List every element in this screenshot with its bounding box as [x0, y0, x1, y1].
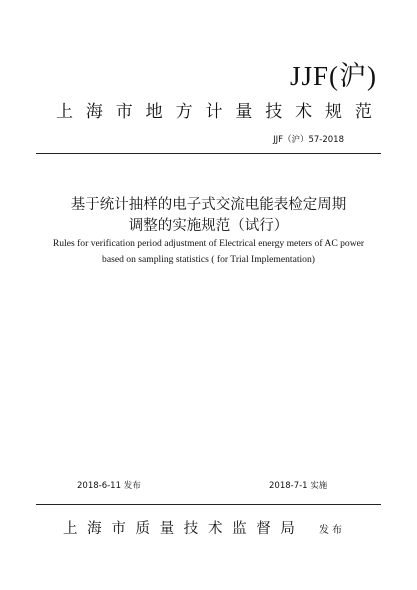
spec-number: JJF（沪）57-2018 [273, 135, 344, 145]
spec-category-char: 海 [85, 102, 103, 122]
title-en-line1: Rules for verification period adjustment of Electrical energy meters of AC power [52, 238, 365, 249]
title-en-line2: based on sampling statistics ( for Trial Implementation) [102, 254, 315, 265]
standard-mark: JJF(沪) [289, 61, 377, 91]
spec-category-char: 方 [175, 102, 193, 122]
issuer [63, 517, 295, 538]
issuer-char: 质 [135, 521, 150, 537]
spec-category-char: 规 [325, 102, 343, 122]
issuer-char: 局 [280, 521, 295, 537]
spec-category-char: 地 [145, 102, 163, 122]
title-zh-line1: 基于统计抽样的电子式交流电能表检定周期 [70, 197, 347, 213]
title-zh-line2: 调整的实施规范（试行） [128, 218, 289, 234]
spec-category-char: 技 [265, 102, 283, 122]
spec-category-char: 量 [235, 102, 253, 122]
issuer-char: 督 [256, 521, 271, 537]
spec-category-char: 上 [56, 102, 73, 122]
issuer-char: 上 [63, 521, 78, 537]
issuer-char: 量 [159, 521, 175, 537]
issuer-char: 市 [111, 521, 126, 537]
spec-category [56, 97, 372, 122]
spec-category-char: 计 [205, 102, 223, 122]
issuer-char: 海 [87, 521, 102, 537]
issuer-char: 术 [207, 521, 223, 537]
bottom-divider [36, 504, 381, 505]
implementation-date: 2018-7-1 实施 [269, 481, 328, 491]
top-divider [36, 153, 381, 154]
issuer-char: 监 [232, 521, 247, 537]
spec-category-char: 范 [354, 102, 372, 122]
spec-category-char: 术 [295, 102, 313, 122]
issuer-action: 发布 [319, 525, 345, 536]
spec-category-char: 市 [115, 102, 133, 122]
issue-date: 2018-6-11 发布 [77, 481, 141, 491]
issuer-char: 技 [183, 521, 199, 537]
